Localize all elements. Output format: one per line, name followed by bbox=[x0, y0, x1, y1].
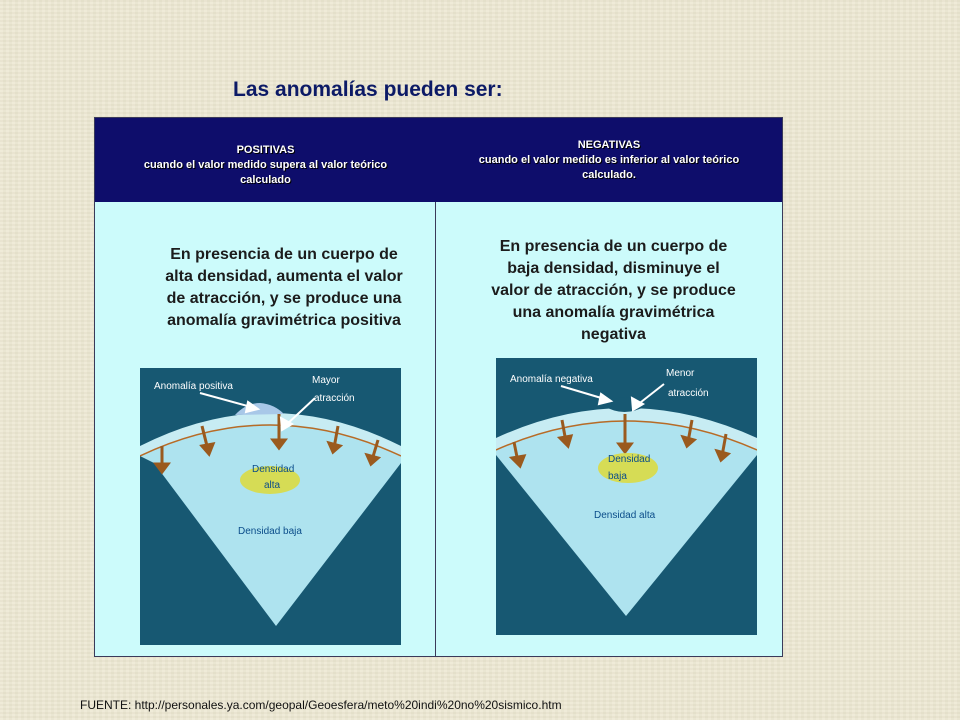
negative-line: baja densidad, disminuye el bbox=[507, 260, 720, 277]
negative-line: valor de atracción, y se produce bbox=[491, 282, 736, 299]
header-negative-title: NEGATIVAS bbox=[577, 138, 641, 151]
negative-line: una anomalía gravimétrica bbox=[512, 304, 715, 321]
positive-line: de atracción, y se produce una bbox=[166, 290, 402, 307]
negative-line: En presencia de un cuerpo de bbox=[499, 238, 728, 255]
negative-body-label: baja bbox=[608, 471, 627, 482]
header-negative-sub2: calculado. bbox=[582, 168, 636, 181]
positive-attraction-label: atracción bbox=[314, 393, 355, 404]
anomalies-table bbox=[94, 117, 783, 657]
negative-attraction-label: Menor bbox=[666, 368, 695, 379]
positive-attraction-label: Mayor bbox=[312, 375, 340, 386]
positive-description bbox=[139, 244, 429, 332]
source-citation: FUENTE: http://personales.ya.com/geopal/Geoesfera/meto%20indi%20no%20sismico.htm bbox=[80, 698, 562, 712]
positive-line: alta densidad, aumenta el valor bbox=[165, 268, 403, 285]
positive-body-label: alta bbox=[264, 480, 281, 491]
negative-medium-label: Densidad alta bbox=[594, 510, 656, 521]
header-positive-sub1: cuando el valor medido supera al valor teórico bbox=[143, 158, 388, 171]
negative-body-label: Densidad bbox=[608, 454, 651, 465]
negative-anomaly-label: Anomalía negativa bbox=[510, 374, 593, 385]
negative-attraction-label: atracción bbox=[668, 388, 709, 399]
positive-body-label: Densidad bbox=[252, 464, 295, 475]
header-positive-sub2: calculado bbox=[240, 173, 291, 186]
cell-negative bbox=[436, 202, 782, 656]
negative-description bbox=[466, 236, 761, 346]
negative-anomaly-figure bbox=[496, 358, 757, 640]
header-negative bbox=[436, 118, 782, 202]
page-title: Las anomalías pueden ser: bbox=[233, 78, 503, 101]
positive-medium-label: Densidad baja bbox=[238, 526, 302, 537]
header-positive-title: POSITIVAS bbox=[236, 143, 295, 156]
positive-line: En presencia de un cuerpo de bbox=[170, 246, 398, 263]
header-negative-sub1: cuando el valor medido es inferior al valor teórico bbox=[478, 153, 740, 166]
header-positive bbox=[95, 118, 436, 202]
cell-positive bbox=[95, 202, 436, 656]
negative-line: negativa bbox=[581, 326, 646, 343]
positive-line: anomalía gravimétrica positiva bbox=[167, 312, 401, 329]
positive-anomaly-figure bbox=[140, 368, 401, 650]
positive-anomaly-label: Anomalía positiva bbox=[154, 381, 233, 392]
